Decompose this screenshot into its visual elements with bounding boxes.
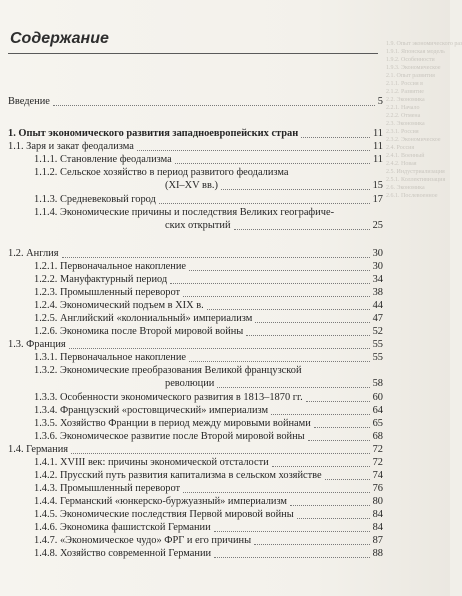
toc-entry-label: революции — [165, 378, 215, 389]
leader-dots — [272, 465, 370, 467]
toc-entry-page: 64 — [372, 405, 383, 416]
toc-entry — [0, 534, 383, 547]
toc-entry — [0, 247, 383, 260]
leader-dots — [301, 136, 370, 138]
leader-dots — [306, 400, 370, 402]
leader-dots — [189, 269, 370, 271]
toc-entry — [0, 206, 383, 219]
toc-entry — [0, 286, 383, 299]
leader-dots — [308, 439, 370, 441]
toc-entry-label: 1.3.2. Экономические преобразования Великой французской — [34, 365, 302, 376]
toc-entry — [0, 338, 383, 351]
leader-dots — [159, 202, 370, 204]
toc-entry — [0, 430, 383, 443]
leader-dots — [314, 426, 370, 428]
toc-entry-label: 1.2.1. Первоначальное накопление — [34, 261, 186, 272]
leader-dots — [214, 530, 370, 532]
toc-entry-label: 1.4.4. Германский «юнкерско-буржуазный» империализм — [34, 496, 287, 507]
toc-entry-page: 88 — [372, 548, 383, 559]
toc-entry-page: 47 — [372, 313, 383, 324]
toc-entry — [0, 219, 383, 232]
toc-entry-label: 1.4.6. Экономика фашистской Германии — [34, 522, 211, 533]
toc-entry-page: 25 — [372, 220, 383, 231]
toc-entry-label: 1.2.2. Мануфактурный период — [34, 274, 168, 285]
toc-entry — [0, 521, 383, 534]
toc-entry — [0, 417, 383, 430]
toc-entry — [0, 456, 383, 469]
toc-entry-page: 17 — [372, 194, 383, 205]
toc-entry-page: 84 — [372, 509, 383, 520]
leader-dots — [183, 295, 370, 297]
toc-entry-label: 1.2.4. Экономический подъем в XIX в. — [34, 300, 204, 311]
leader-dots — [246, 334, 370, 336]
toc-entry — [0, 351, 383, 364]
toc-entry — [0, 140, 383, 153]
toc-entry-label: 1.3.1. Первоначальное накопление — [34, 352, 186, 363]
toc-entry — [0, 482, 383, 495]
leader-dots — [62, 256, 370, 258]
toc-entry-page: 72 — [372, 444, 383, 455]
toc-entry-label: 1.4.2. Прусский путь развития капитализма в сельском хозяйстве — [34, 470, 322, 481]
toc-entry-label: 1.2.5. Английский «колониальный» империализм — [34, 313, 253, 324]
toc-entry-label: 1.3. Франция — [8, 339, 66, 350]
toc-entry — [0, 312, 383, 325]
toc-entry-label: 1.3.6. Экономическое развитие после Второй мировой войны — [34, 431, 305, 442]
toc-entry-label: 1.3.5. Хозяйство Франции в период между мировыми войнами — [34, 418, 311, 429]
leader-dots — [217, 386, 370, 388]
toc-entry-label: 1.3.3. Особенности экономического развития в 1813–1870 гг. — [34, 392, 303, 403]
toc-entry-page: 5 — [377, 96, 383, 107]
toc-entry-page: 34 — [372, 274, 383, 285]
toc-entry-page: 74 — [372, 470, 383, 481]
toc-entry-label: 1.1.2. Сельское хозяйство в период развитого феодализма — [34, 167, 289, 178]
leader-dots — [234, 228, 370, 230]
toc-entry-page: 11 — [372, 128, 383, 139]
toc-entry-page: 52 — [372, 326, 383, 337]
toc-entry — [0, 404, 383, 417]
toc-entry — [0, 260, 383, 273]
toc-entry-label: 1.1.3. Средневековый город — [34, 194, 156, 205]
page-title: Содержание — [10, 30, 109, 47]
leader-dots — [207, 308, 370, 310]
toc-entry-page: 65 — [372, 418, 383, 429]
leader-dots — [255, 321, 370, 323]
toc-entry-label: 1.1. Заря и закат феодализма — [8, 141, 134, 152]
toc-entry — [0, 495, 383, 508]
toc-entry — [0, 547, 383, 560]
toc-entry-page: 84 — [372, 522, 383, 533]
toc-entry — [0, 299, 383, 312]
toc-entry-label: 1.4.5. Экономические последствия Первой мировой войны — [34, 509, 294, 520]
toc-entry-page: 11 — [372, 141, 383, 152]
toc-entry-page: 72 — [372, 457, 383, 468]
toc-entry-label: 1.1.1. Становление феодализма — [34, 154, 172, 165]
toc-entry — [0, 166, 383, 179]
toc-entry — [0, 179, 383, 192]
toc-entry-page: 80 — [372, 496, 383, 507]
toc-entry-label: 1.2. Англия — [8, 248, 59, 259]
toc-entry-page: 60 — [372, 392, 383, 403]
toc-entry-page: 55 — [372, 352, 383, 363]
toc-entry — [0, 193, 383, 206]
leader-dots — [71, 452, 370, 454]
toc-entry — [0, 273, 383, 286]
toc-entry-label: 1.4.8. Хозяйство современной Германии — [34, 548, 212, 559]
leader-dots — [53, 104, 375, 106]
toc-entry-page: 11 — [372, 154, 383, 165]
toc-entry-label: 1.2.6. Экономика после Второй мировой войны — [34, 326, 244, 337]
toc-entry-page: 55 — [372, 339, 383, 350]
toc-entry-label: 1.2.3. Промышленный переворот — [34, 287, 181, 298]
leader-dots — [214, 556, 370, 558]
toc-entry-label: Введение — [8, 96, 50, 107]
toc-entry-label: 1.1.4. Экономические причины и последствия Великих географиче- — [34, 207, 335, 218]
toc-entry — [0, 391, 383, 404]
toc-entry-label: 1.4.1. XVIII век: причины экономической отсталости — [34, 457, 269, 468]
toc-entry-label: 1.4.3. Промышленный переворот — [34, 483, 181, 494]
toc-entry-label: 1.4.7. «Экономическое чудо» ФРГ и его причины — [34, 535, 252, 546]
toc-entry-label: 1.3.4. Французский «ростовщический» империализм — [34, 405, 269, 416]
leader-dots — [69, 347, 370, 349]
leader-dots — [271, 413, 370, 415]
toc-entry-page: 30 — [372, 261, 383, 272]
toc-entry-page: 68 — [372, 431, 383, 442]
toc-entry-page: 76 — [372, 483, 383, 494]
toc-entry-label: 1.4. Германия — [8, 444, 69, 455]
toc-entry-page: 87 — [372, 535, 383, 546]
toc-entry — [0, 127, 383, 140]
bleed-through-text: 1.9. Опыт экономического раз 1.9.1. Японская модель 1.9.2. Особенности 1.9.3. Экономическое 2.1. Опыт развития 2.1.1. Россия в 2.1.2. Развитие 2.2. Экономика 2.2.1. Начало 2.2.2. Отмена 2.3. Экономика 2.3.1. Россия 2.3.2. Экономическое 2.4. Россия 2.4.1. Военный 2.4.2. Новая 2.5. Индустриализация 2.5.1. Коллективизация 2.6. Экономика 2.6.1. Послевоенное — [386, 41, 462, 199]
toc-entry — [0, 443, 383, 456]
leader-dots — [221, 188, 370, 190]
toc-entry — [0, 508, 383, 521]
toc-entry — [0, 153, 383, 166]
toc-entry-page: 30 — [372, 248, 383, 259]
leader-dots — [290, 504, 370, 506]
toc-entry — [0, 325, 383, 338]
leader-dots — [189, 360, 370, 362]
toc-entry-page: 58 — [372, 378, 383, 389]
toc-entry — [0, 469, 383, 482]
toc-entry-label: (XI–XV вв.) — [165, 180, 218, 191]
toc-entry-label: ских открытий — [165, 220, 231, 231]
toc-entry — [0, 95, 383, 108]
toc-entry — [0, 377, 383, 390]
leader-dots — [325, 478, 370, 480]
leader-dots — [183, 491, 370, 493]
leader-dots — [297, 517, 370, 519]
leader-dots — [254, 543, 370, 545]
leader-dots — [170, 282, 370, 284]
toc-entry-label: 1. Опыт экономического развития западноевропейских стран — [8, 128, 299, 139]
toc-entry-page: 44 — [372, 300, 383, 311]
toc-entry — [0, 364, 383, 377]
leader-dots — [175, 162, 370, 164]
toc-entry-page: 38 — [372, 287, 383, 298]
leader-dots — [137, 149, 370, 151]
toc-entry-page: 15 — [372, 180, 383, 191]
